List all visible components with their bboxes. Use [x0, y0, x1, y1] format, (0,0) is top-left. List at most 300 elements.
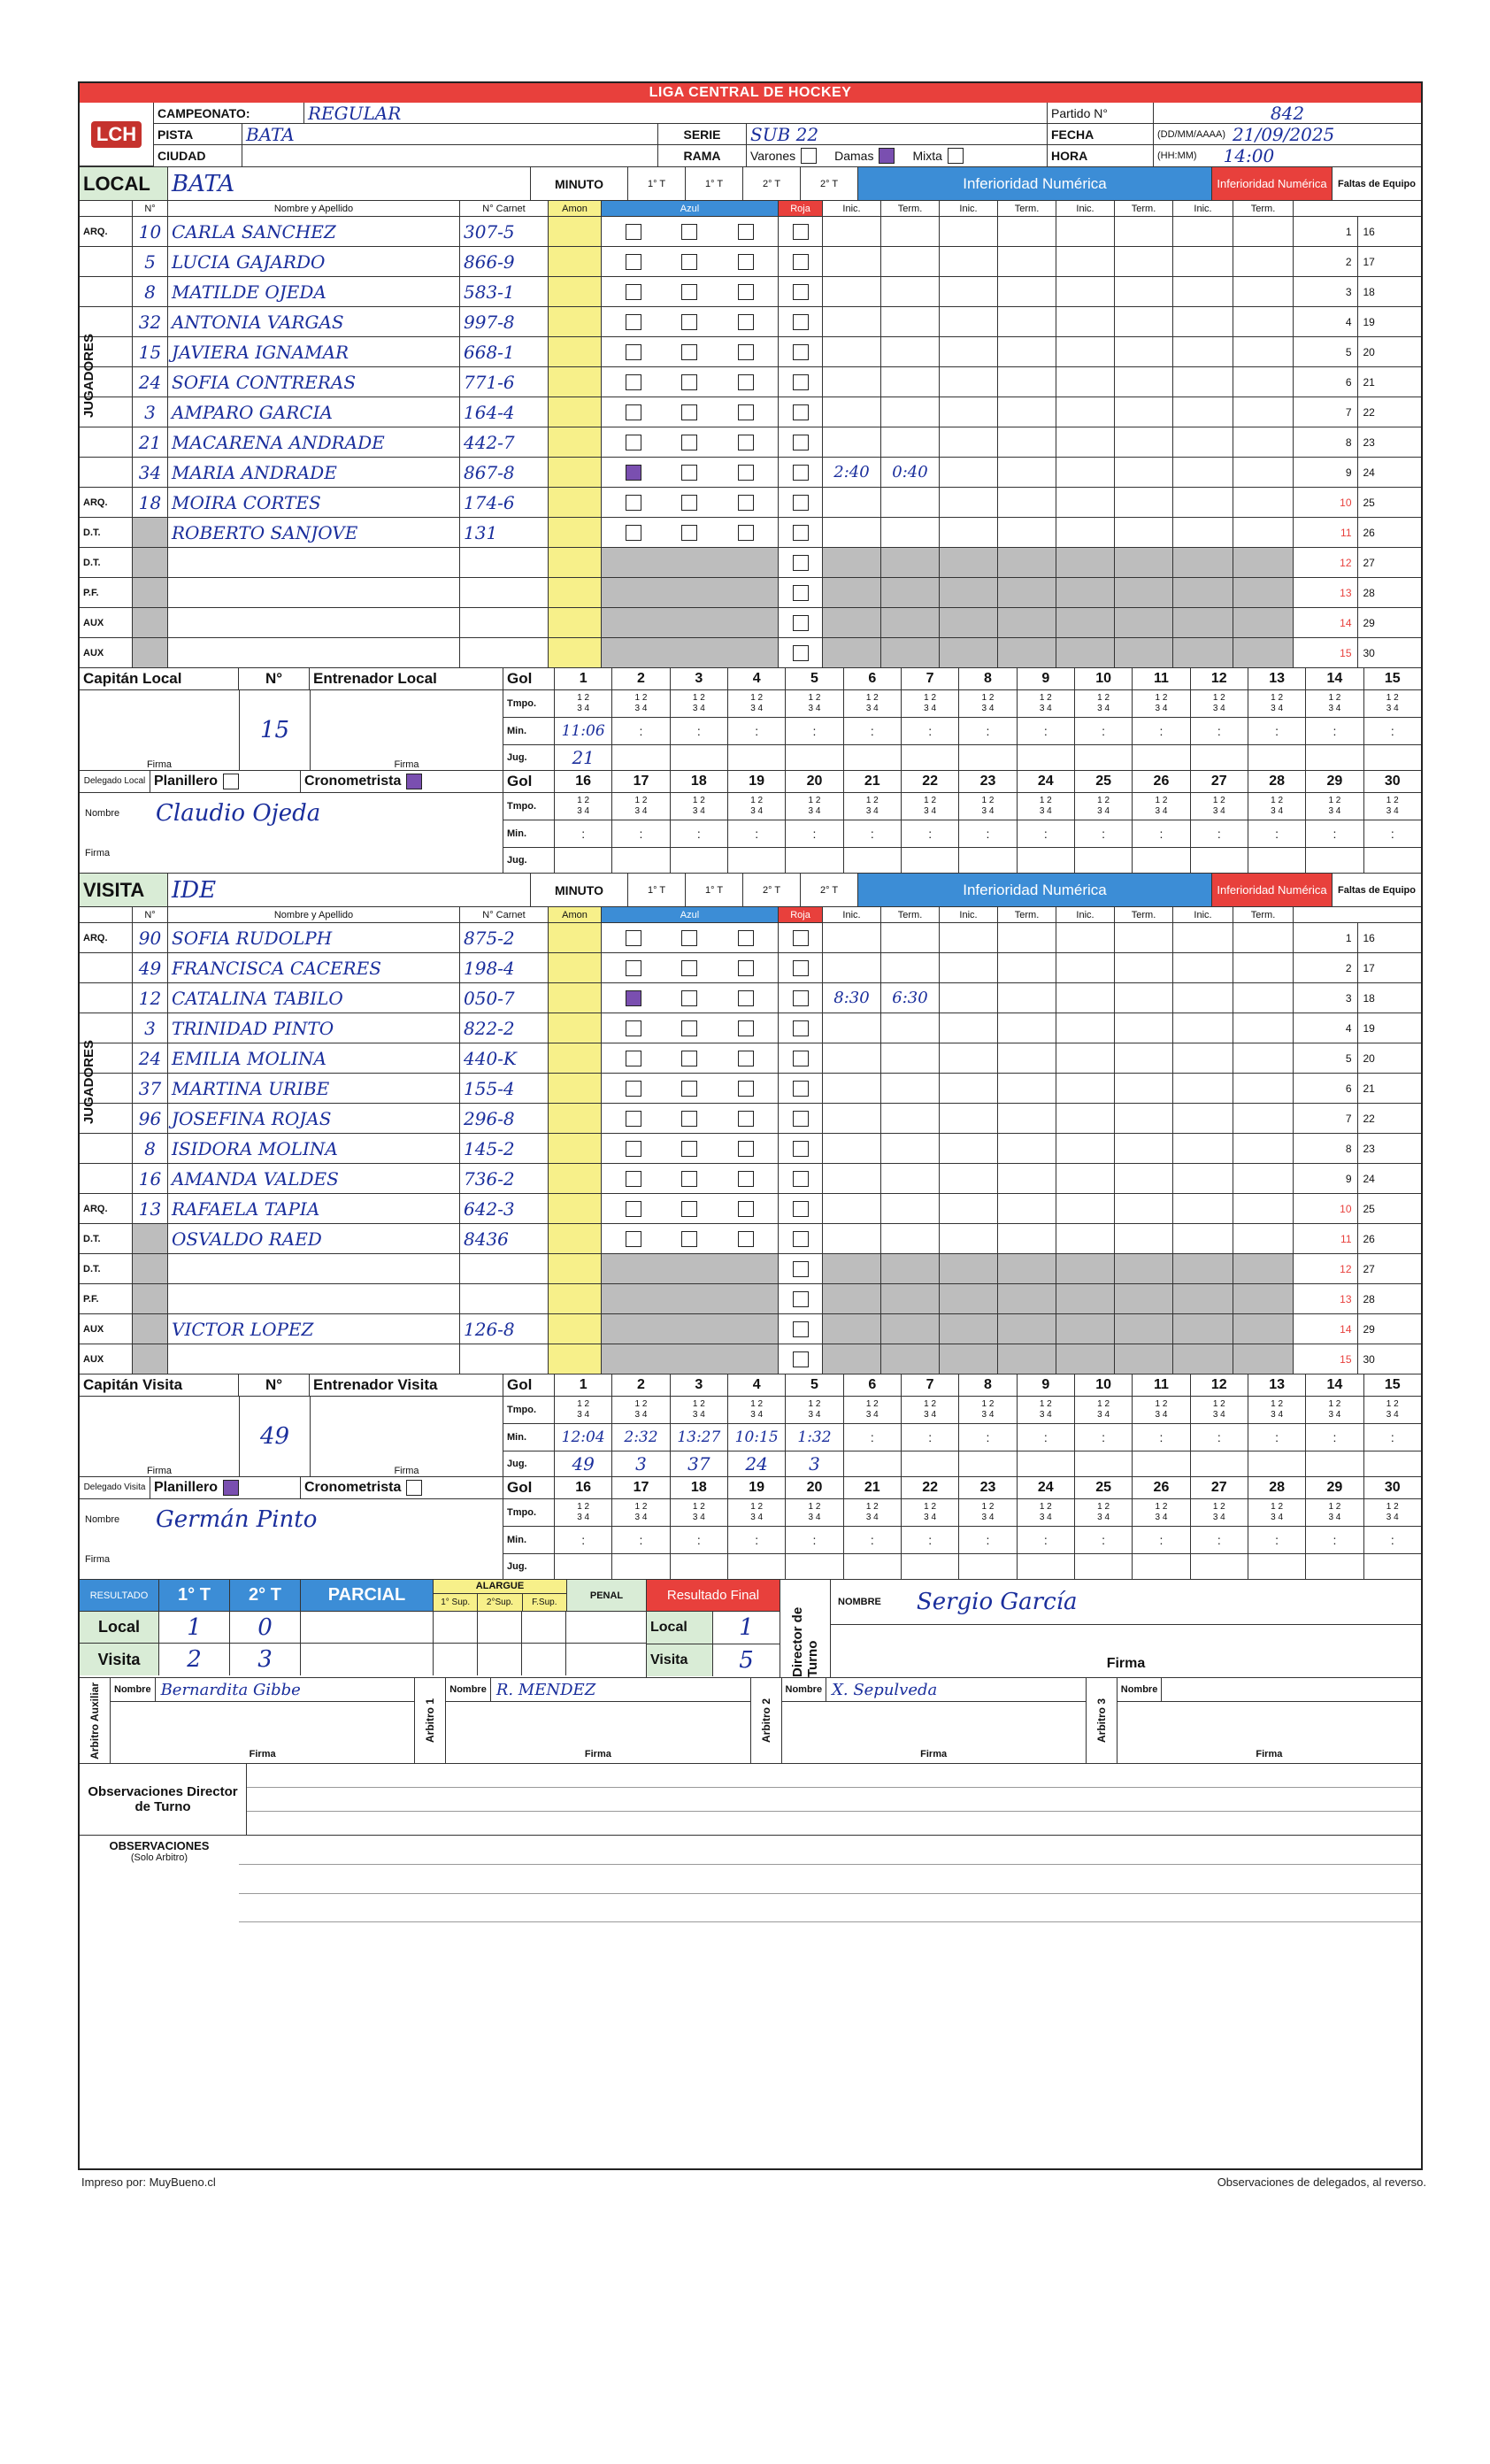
falta-right[interactable]: 21	[1363, 1082, 1375, 1095]
goal-cell[interactable]	[1075, 745, 1133, 770]
player-number[interactable]: 32	[133, 307, 168, 336]
inferioridad-cell[interactable]	[823, 1043, 881, 1073]
goal-cell[interactable]	[1075, 1554, 1133, 1579]
goal-cell[interactable]	[1133, 793, 1190, 820]
inferioridad-cell[interactable]	[823, 1254, 881, 1283]
goal-cell[interactable]	[728, 745, 786, 770]
player-carnet[interactable]: 174-6	[460, 488, 549, 517]
goal-cell[interactable]: :	[844, 820, 902, 847]
goal-cell[interactable]: :	[902, 1424, 959, 1451]
inferioridad-cell[interactable]	[1233, 1013, 1294, 1043]
inferioridad-cell[interactable]	[881, 488, 940, 517]
falta-left[interactable]: 1	[1294, 217, 1358, 246]
inferioridad-cell[interactable]	[1056, 1254, 1115, 1283]
azul-checkbox[interactable]	[681, 495, 697, 511]
inferioridad-cell[interactable]	[1233, 1314, 1294, 1344]
goal-cell[interactable]	[728, 1397, 786, 1423]
roja-checkbox[interactable]	[793, 1081, 809, 1097]
goal-cell[interactable]: :	[1306, 820, 1363, 847]
result-visita-sup1[interactable]	[434, 1644, 478, 1675]
goal-cell[interactable]	[1075, 1499, 1133, 1526]
goal-cell[interactable]: 2:32	[612, 1424, 670, 1451]
player-name[interactable]: ANTONIA VARGAS	[168, 307, 460, 336]
azul-checkbox[interactable]	[738, 960, 754, 976]
inferioridad-cell[interactable]	[940, 1194, 998, 1223]
inferioridad-cell[interactable]: 8:30	[823, 983, 881, 1013]
player-amon[interactable]	[549, 488, 602, 517]
roja-checkbox[interactable]	[793, 1201, 809, 1217]
falta-right[interactable]: 29	[1363, 1322, 1375, 1336]
inferioridad-cell[interactable]	[1056, 307, 1115, 336]
player-amon[interactable]	[549, 277, 602, 306]
inferioridad-cell[interactable]	[1233, 1194, 1294, 1223]
player-carnet[interactable]: 866-9	[460, 247, 549, 276]
goal-cell[interactable]	[1191, 1451, 1248, 1476]
goal-cell[interactable]	[612, 793, 670, 820]
inferioridad-cell[interactable]	[1115, 1224, 1173, 1253]
player-number[interactable]: 96	[133, 1104, 168, 1133]
goal-cell[interactable]	[844, 745, 902, 770]
inferioridad-cell[interactable]	[998, 1013, 1056, 1043]
inferioridad-cell[interactable]	[998, 1194, 1056, 1223]
goal-cell[interactable]	[1133, 848, 1190, 873]
azul-checkbox[interactable]	[681, 1201, 697, 1217]
inferioridad-cell[interactable]	[1115, 488, 1173, 517]
inferioridad-cell[interactable]	[823, 1344, 881, 1374]
player-amon[interactable]	[549, 367, 602, 397]
inferioridad-cell[interactable]	[881, 337, 940, 366]
inferioridad-cell[interactable]	[940, 217, 998, 246]
goal-cell[interactable]: 24	[728, 1451, 786, 1476]
player-name[interactable]: TRINIDAD PINTO	[168, 1013, 460, 1043]
goal-cell[interactable]: 11:06	[555, 718, 612, 744]
azul-checkbox[interactable]	[681, 1111, 697, 1127]
azul-checkbox[interactable]	[738, 404, 754, 420]
roja-checkbox[interactable]	[793, 1141, 809, 1157]
player-amon[interactable]	[549, 307, 602, 336]
inferioridad-cell[interactable]	[1173, 578, 1233, 607]
inferioridad-cell[interactable]	[1173, 518, 1233, 547]
azul-checkbox[interactable]	[626, 314, 641, 330]
goal-cell[interactable]	[1248, 1554, 1306, 1579]
inferioridad-cell[interactable]	[823, 1104, 881, 1133]
goal-cell[interactable]: 37	[671, 1451, 728, 1476]
player-carnet[interactable]: 875-2	[460, 923, 549, 952]
cronometrista-checkbox[interactable]	[406, 1480, 422, 1496]
player-carnet[interactable]: 8436	[460, 1224, 549, 1253]
inferioridad-cell[interactable]	[998, 923, 1056, 952]
player-carnet[interactable]: 296-8	[460, 1104, 549, 1133]
falta-left[interactable]: 5	[1294, 337, 1358, 366]
inferioridad-cell[interactable]	[881, 277, 940, 306]
inferioridad-cell[interactable]	[1056, 337, 1115, 366]
inferioridad-cell[interactable]	[1173, 608, 1233, 637]
inferioridad-cell[interactable]	[823, 548, 881, 577]
inferioridad-cell[interactable]	[1115, 518, 1173, 547]
inferioridad-cell[interactable]	[998, 1074, 1056, 1103]
goal-cell[interactable]	[1306, 1397, 1363, 1423]
inferioridad-cell[interactable]	[1056, 427, 1115, 457]
falta-left[interactable]: 7	[1294, 397, 1358, 427]
goal-cell[interactable]	[1133, 1397, 1190, 1423]
result-local-sup2[interactable]	[478, 1612, 522, 1643]
arb-aux-name[interactable]: Bernardita Gibbe	[160, 1680, 301, 1699]
player-number[interactable]	[133, 1314, 168, 1344]
inferioridad-cell[interactable]	[823, 277, 881, 306]
azul-checkbox[interactable]	[681, 404, 697, 420]
goal-cell[interactable]	[902, 1499, 959, 1526]
falta-right[interactable]: 26	[1363, 526, 1375, 539]
goal-cell[interactable]: :	[1191, 1424, 1248, 1451]
azul-checkbox[interactable]	[626, 930, 641, 946]
inferioridad-cell[interactable]	[1173, 1284, 1233, 1313]
azul-checkbox[interactable]	[738, 1141, 754, 1157]
goal-cell[interactable]	[844, 1554, 902, 1579]
goal-cell[interactable]: :	[1018, 718, 1075, 744]
goal-cell[interactable]	[959, 1451, 1017, 1476]
result-local-fsup[interactable]	[522, 1612, 566, 1643]
inferioridad-cell[interactable]	[823, 578, 881, 607]
visita-delegado-name[interactable]: Germán Pinto	[156, 1506, 318, 1533]
falta-left[interactable]: 8	[1294, 1134, 1358, 1163]
roja-checkbox[interactable]	[793, 1171, 809, 1187]
inferioridad-cell[interactable]	[940, 1254, 998, 1283]
inferioridad-cell[interactable]	[998, 548, 1056, 577]
falta-left[interactable]: 3	[1294, 983, 1358, 1013]
azul-checkbox[interactable]	[626, 374, 641, 390]
inferioridad-cell[interactable]	[823, 1134, 881, 1163]
player-carnet[interactable]: 822-2	[460, 1013, 549, 1043]
inferioridad-cell[interactable]: 2:40	[823, 458, 881, 487]
inferioridad-cell[interactable]	[823, 397, 881, 427]
goal-cell[interactable]	[786, 1499, 843, 1526]
goal-cell[interactable]	[728, 793, 786, 820]
goal-cell[interactable]	[1133, 1554, 1190, 1579]
azul-checkbox[interactable]	[681, 465, 697, 481]
azul-checkbox[interactable]	[681, 1141, 697, 1157]
inferioridad-cell[interactable]	[998, 367, 1056, 397]
player-number[interactable]: 34	[133, 458, 168, 487]
inferioridad-cell[interactable]	[1233, 397, 1294, 427]
azul-checkbox[interactable]	[626, 990, 641, 1006]
goal-cell[interactable]	[1364, 690, 1421, 717]
inferioridad-cell[interactable]	[1173, 247, 1233, 276]
planillero-checkbox[interactable]	[223, 774, 239, 789]
player-carnet[interactable]: 997-8	[460, 307, 549, 336]
visita-captain-signature[interactable]	[80, 1397, 240, 1476]
inferioridad-cell[interactable]	[940, 638, 998, 667]
player-name[interactable]: JAVIERA IGNAMAR	[168, 337, 460, 366]
azul-checkbox[interactable]	[626, 1141, 641, 1157]
inferioridad-cell[interactable]	[1173, 488, 1233, 517]
damas-checkbox[interactable]	[879, 148, 895, 164]
azul-checkbox[interactable]	[738, 374, 754, 390]
roja-checkbox[interactable]	[793, 224, 809, 240]
goal-cell[interactable]	[1191, 793, 1248, 820]
goal-cell[interactable]: :	[728, 1527, 786, 1553]
local-delegado-name[interactable]: Claudio Ojeda	[156, 800, 321, 827]
azul-checkbox[interactable]	[738, 284, 754, 300]
goal-cell[interactable]: :	[1248, 1527, 1306, 1553]
inferioridad-cell[interactable]	[1173, 458, 1233, 487]
inferioridad-cell[interactable]	[1056, 367, 1115, 397]
player-amon[interactable]	[549, 518, 602, 547]
player-number[interactable]: 21	[133, 427, 168, 457]
goal-cell[interactable]	[959, 1499, 1017, 1526]
player-number[interactable]: 24	[133, 1043, 168, 1073]
goal-cell[interactable]	[1364, 745, 1421, 770]
inferioridad-cell[interactable]	[1115, 1104, 1173, 1133]
player-amon[interactable]	[549, 1194, 602, 1223]
azul-checkbox[interactable]	[738, 1171, 754, 1187]
goal-cell[interactable]	[555, 793, 612, 820]
result-local-sup1[interactable]	[434, 1612, 478, 1643]
falta-left[interactable]: 12	[1294, 548, 1358, 577]
mixta-checkbox[interactable]	[948, 148, 964, 164]
goal-cell[interactable]: :	[1191, 820, 1248, 847]
azul-checkbox[interactable]	[738, 1051, 754, 1066]
inferioridad-cell[interactable]	[1233, 1284, 1294, 1313]
goal-cell[interactable]	[728, 848, 786, 873]
inferioridad-cell[interactable]	[998, 1224, 1056, 1253]
player-carnet[interactable]: 867-8	[460, 458, 549, 487]
goal-cell[interactable]	[555, 1397, 612, 1423]
goal-cell[interactable]: :	[1018, 1527, 1075, 1553]
roja-checkbox[interactable]	[793, 990, 809, 1006]
obs-arbitro-lines[interactable]	[239, 1836, 1421, 1951]
inferioridad-cell[interactable]	[998, 1104, 1056, 1133]
goal-cell[interactable]: :	[959, 1424, 1017, 1451]
azul-checkbox[interactable]	[626, 344, 641, 360]
inferioridad-cell[interactable]	[998, 1284, 1056, 1313]
azul-checkbox[interactable]	[626, 525, 641, 541]
goal-cell[interactable]	[1018, 1397, 1075, 1423]
inferioridad-cell[interactable]	[881, 1164, 940, 1193]
falta-right[interactable]: 20	[1363, 345, 1375, 358]
inferioridad-cell[interactable]	[823, 488, 881, 517]
goal-cell[interactable]: :	[1191, 1527, 1248, 1553]
falta-left[interactable]: 2	[1294, 953, 1358, 982]
falta-right[interactable]: 16	[1363, 225, 1375, 238]
inferioridad-cell[interactable]	[998, 518, 1056, 547]
inferioridad-cell[interactable]	[1233, 1134, 1294, 1163]
player-amon[interactable]	[549, 1104, 602, 1133]
goal-cell[interactable]: :	[1075, 820, 1133, 847]
falta-left[interactable]: 13	[1294, 578, 1358, 607]
roja-checkbox[interactable]	[793, 465, 809, 481]
inferioridad-cell[interactable]	[940, 1164, 998, 1193]
inferioridad-cell[interactable]	[1233, 458, 1294, 487]
falta-right[interactable]: 17	[1363, 961, 1375, 974]
azul-checkbox[interactable]	[738, 1081, 754, 1097]
inferioridad-cell[interactable]	[1056, 953, 1115, 982]
goal-cell[interactable]	[1191, 745, 1248, 770]
inferioridad-cell[interactable]	[1173, 217, 1233, 246]
inferioridad-cell[interactable]	[1115, 307, 1173, 336]
player-carnet[interactable]: 164-4	[460, 397, 549, 427]
inferioridad-cell[interactable]	[1233, 578, 1294, 607]
inferioridad-cell[interactable]	[1056, 1344, 1115, 1374]
inferioridad-cell[interactable]	[881, 608, 940, 637]
azul-checkbox[interactable]	[738, 1020, 754, 1036]
local-delegado-firma-row[interactable]	[80, 834, 503, 873]
falta-left[interactable]: 9	[1294, 458, 1358, 487]
inferioridad-cell[interactable]	[1115, 1344, 1173, 1374]
goal-cell[interactable]	[844, 690, 902, 717]
azul-checkbox[interactable]	[681, 314, 697, 330]
inferioridad-cell[interactable]	[1115, 397, 1173, 427]
roja-checkbox[interactable]	[793, 254, 809, 270]
player-number[interactable]: 8	[133, 277, 168, 306]
inferioridad-cell[interactable]	[1233, 638, 1294, 667]
result-local-parcial[interactable]	[301, 1612, 434, 1643]
inferioridad-cell[interactable]	[1233, 1164, 1294, 1193]
inferioridad-cell[interactable]	[823, 923, 881, 952]
inferioridad-cell[interactable]	[940, 608, 998, 637]
player-name[interactable]: ISIDORA MOLINA	[168, 1134, 460, 1163]
falta-left[interactable]: 8	[1294, 427, 1358, 457]
inferioridad-cell[interactable]	[1233, 1344, 1294, 1374]
falta-right[interactable]: 30	[1363, 646, 1375, 659]
hora-value[interactable]: 14:00	[1223, 145, 1275, 166]
inferioridad-cell[interactable]	[1115, 923, 1173, 952]
inferioridad-cell[interactable]	[1173, 1043, 1233, 1073]
player-amon[interactable]	[549, 1224, 602, 1253]
goal-cell[interactable]	[1248, 848, 1306, 873]
goal-cell[interactable]: :	[671, 820, 728, 847]
goal-cell[interactable]	[786, 690, 843, 717]
goal-cell[interactable]	[1364, 1451, 1421, 1476]
goal-cell[interactable]	[671, 848, 728, 873]
falta-left[interactable]: 5	[1294, 1043, 1358, 1073]
player-amon[interactable]	[549, 1043, 602, 1073]
local-coach-signature[interactable]	[311, 690, 503, 770]
falta-right[interactable]: 17	[1363, 255, 1375, 268]
roja-checkbox[interactable]	[793, 1351, 809, 1367]
match-no-value[interactable]: 842	[1270, 103, 1305, 123]
inferioridad-cell[interactable]	[940, 983, 998, 1013]
goal-cell[interactable]	[671, 1499, 728, 1526]
inferioridad-cell[interactable]	[998, 638, 1056, 667]
azul-checkbox[interactable]	[738, 344, 754, 360]
result-visita-fsup[interactable]	[522, 1644, 566, 1675]
goal-cell[interactable]	[555, 1554, 612, 1579]
player-carnet[interactable]: 126-8	[460, 1314, 549, 1344]
goal-cell[interactable]: :	[844, 718, 902, 744]
inferioridad-cell[interactable]	[823, 307, 881, 336]
goal-cell[interactable]	[1364, 793, 1421, 820]
player-name[interactable]: MACARENA ANDRADE	[168, 427, 460, 457]
goal-cell[interactable]	[1133, 1499, 1190, 1526]
inferioridad-cell[interactable]	[940, 953, 998, 982]
falta-left[interactable]: 14	[1294, 608, 1358, 637]
goal-cell[interactable]	[844, 793, 902, 820]
inferioridad-cell[interactable]: 6:30	[881, 983, 940, 1013]
inferioridad-cell[interactable]	[998, 578, 1056, 607]
goal-cell[interactable]	[671, 1554, 728, 1579]
inferioridad-cell[interactable]	[1056, 1074, 1115, 1103]
inferioridad-cell[interactable]	[881, 1284, 940, 1313]
falta-left[interactable]: 15	[1294, 1344, 1358, 1374]
goal-cell[interactable]: :	[555, 820, 612, 847]
player-number[interactable]: 3	[133, 1013, 168, 1043]
inferioridad-cell[interactable]	[823, 518, 881, 547]
azul-checkbox[interactable]	[738, 314, 754, 330]
goal-cell[interactable]	[1075, 848, 1133, 873]
player-name[interactable]: MATILDE OJEDA	[168, 277, 460, 306]
goal-cell[interactable]	[844, 1451, 902, 1476]
goal-cell[interactable]	[1018, 1554, 1075, 1579]
roja-checkbox[interactable]	[793, 284, 809, 300]
falta-right[interactable]: 20	[1363, 1051, 1375, 1065]
goal-cell[interactable]	[1018, 848, 1075, 873]
player-name[interactable]: VICTOR LOPEZ	[168, 1314, 460, 1344]
goal-cell[interactable]: :	[1248, 820, 1306, 847]
goal-cell[interactable]	[1018, 793, 1075, 820]
azul-checkbox[interactable]	[681, 525, 697, 541]
falta-right[interactable]: 24	[1363, 466, 1375, 479]
azul-checkbox[interactable]	[626, 495, 641, 511]
azul-checkbox[interactable]	[681, 960, 697, 976]
varones-checkbox[interactable]	[801, 148, 817, 164]
player-name[interactable]: EMILIA MOLINA	[168, 1043, 460, 1073]
inferioridad-cell[interactable]	[881, 1074, 940, 1103]
goal-cell[interactable]	[902, 793, 959, 820]
inferioridad-cell[interactable]	[1173, 337, 1233, 366]
goal-cell[interactable]	[555, 1499, 612, 1526]
falta-right[interactable]: 30	[1363, 1352, 1375, 1366]
ciudad-value[interactable]	[242, 145, 658, 166]
azul-checkbox[interactable]	[626, 1111, 641, 1127]
azul-checkbox[interactable]	[738, 254, 754, 270]
azul-checkbox[interactable]	[681, 1020, 697, 1036]
inferioridad-cell[interactable]	[1233, 1254, 1294, 1283]
result-visita-t2[interactable]: 3	[230, 1644, 301, 1675]
goal-cell[interactable]	[612, 690, 670, 717]
player-amon[interactable]	[549, 1254, 602, 1283]
player-carnet[interactable]: 642-3	[460, 1194, 549, 1223]
inferioridad-cell[interactable]	[1233, 427, 1294, 457]
inferioridad-cell[interactable]	[998, 427, 1056, 457]
goal-cell[interactable]	[728, 1554, 786, 1579]
falta-right[interactable]: 27	[1363, 556, 1375, 569]
falta-right[interactable]: 27	[1363, 1262, 1375, 1275]
inferioridad-cell[interactable]	[1173, 923, 1233, 952]
serie-value[interactable]: SUB 22	[747, 124, 1048, 144]
inferioridad-cell[interactable]	[1056, 1284, 1115, 1313]
goal-cell[interactable]: :	[1075, 1527, 1133, 1553]
falta-right[interactable]: 29	[1363, 616, 1375, 629]
inferioridad-cell[interactable]	[998, 1314, 1056, 1344]
player-number[interactable]	[133, 638, 168, 667]
inferioridad-cell[interactable]	[1233, 548, 1294, 577]
goal-cell[interactable]	[902, 1554, 959, 1579]
inferioridad-cell[interactable]	[823, 608, 881, 637]
arb-aux-firma-row[interactable]	[111, 1702, 414, 1763]
azul-checkbox[interactable]	[626, 404, 641, 420]
goal-cell[interactable]: :	[1133, 820, 1190, 847]
inferioridad-cell[interactable]	[1056, 1134, 1115, 1163]
player-number[interactable]: 37	[133, 1074, 168, 1103]
azul-checkbox[interactable]	[738, 1231, 754, 1247]
inferioridad-cell[interactable]	[881, 548, 940, 577]
falta-left[interactable]: 10	[1294, 1194, 1358, 1223]
inferioridad-cell[interactable]	[881, 953, 940, 982]
goal-cell[interactable]: :	[671, 1527, 728, 1553]
player-carnet[interactable]	[460, 1254, 549, 1283]
goal-cell[interactable]	[1248, 745, 1306, 770]
inferioridad-cell[interactable]	[881, 307, 940, 336]
